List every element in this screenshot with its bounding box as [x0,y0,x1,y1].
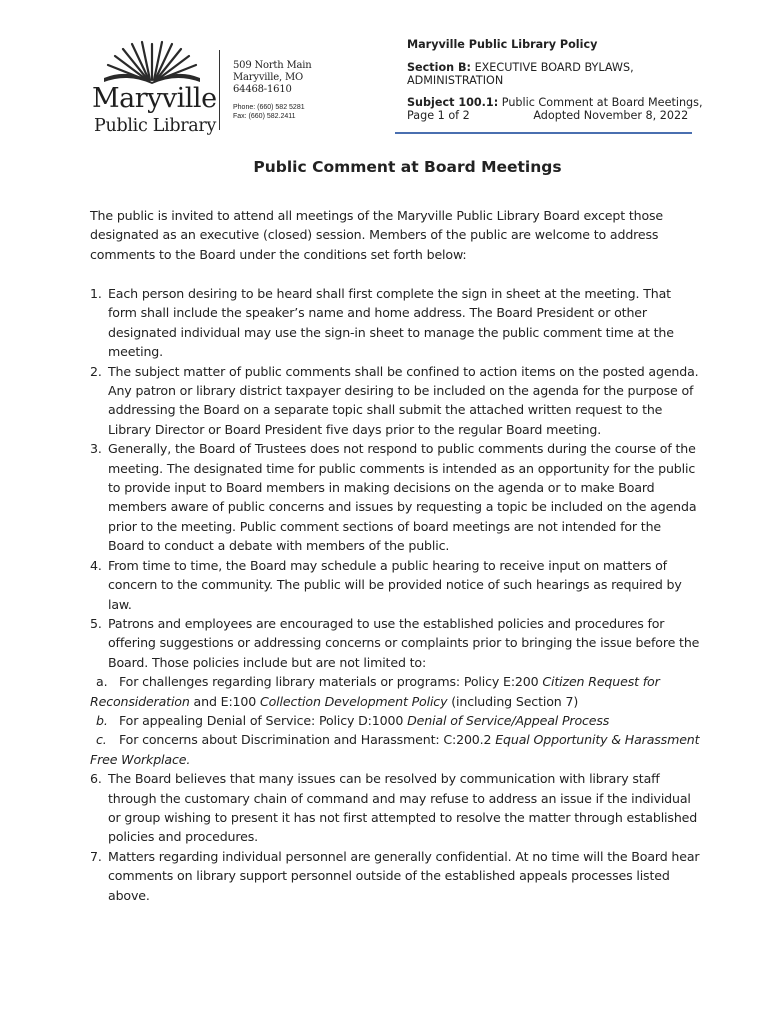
logo-subtitle: Public Library [94,116,217,136]
list-item [90,769,700,847]
page-number: Page 1 of 2 [407,109,470,122]
policy-title: Equal Opportunity & Harassment Free Workplace. [90,732,700,767]
section-label: Section B: [407,61,472,74]
list-item [90,614,700,769]
rules-list [90,284,700,905]
header-rule [395,132,692,134]
list-item [90,847,700,905]
item-text: Patrons and employees are encouraged to use the established policies and procedures for offering suggestions or addressing concerns or complaints prior to bringing the issue before the Board. Those policies include but are not limited to: [108,615,700,670]
sub-item-text: For appealing Denial of Service: Policy D:1000 [119,712,408,728]
item-text: From time to time, the Board may schedule a public hearing to receive input on matters of concern to the community. The public will be provided notice of such hearings as required by law. [108,557,682,612]
list-item [90,439,700,555]
library-address [233,60,312,96]
phone-number: Phone: (660) 582 5281 [233,104,305,111]
letterhead-divider [219,50,220,130]
item-number: 7. [90,848,102,864]
sub-list-item [90,711,700,730]
sub-list-item [90,672,700,711]
item-number: 6. [90,771,102,787]
sub-item-text: and E:100 [189,693,260,709]
open-book-icon [102,38,202,84]
address-line: 509 North Main [233,60,312,71]
policy-title: Denial of Service/Appeal Process [407,712,610,728]
policy-page-line [407,109,707,122]
subject-value: Public Comment at Board Meetings, [501,96,703,109]
address-line: 64468-1610 [233,84,292,95]
item-number: 3. [90,441,102,457]
adopted-date: Adopted November 8, 2022 [533,109,689,122]
policy-heading: Maryville Public Library Policy [407,38,598,51]
sub-item-text: (including Section 7) [447,693,579,709]
sub-item-letter: b. [96,712,108,728]
intro-paragraph: The public is invited to attend all meetings of the Maryville Public Library Board except those designated as an executive (closed) session. Members of the public are welcome to address comments to the Board under the conditions set forth below: [90,208,664,262]
policy-header [407,38,707,122]
section-value: EXECUTIVE BOARD BYLAWS, ADMINISTRATION [407,61,634,87]
list-item [90,284,700,362]
item-text: Matters regarding individual personnel are generally confidential. At no time will the Board hear comments on library support personnel outside of the established appeals processes listed above. [108,848,700,903]
item-number: 2. [90,363,102,379]
list-item [90,362,700,440]
document-title: Public Comment at Board Meetings [253,158,562,176]
policy-sublist [90,672,700,769]
item-number: 4. [90,557,102,573]
sub-item-text: For challenges regarding library materials or programs: Policy E:200 [119,674,543,690]
subject-label: Subject 100.1: [407,96,499,109]
item-number: 1. [90,286,102,301]
library-logo [88,38,217,136]
item-number: 5. [90,615,102,631]
address-line: Maryville, MO [233,72,303,83]
sub-item-letter: c. [96,732,107,748]
library-contact [233,103,305,121]
policy-section [407,61,707,87]
item-text: The subject matter of public comments shall be confined to action items on the posted agenda. Any patron or library district taxpayer desiring to be included on the agenda for the purpose of addressing the Board on a separate topic shall submit the attached written request to the Library Director or Board President five days prior to the regular Board meeting. [108,363,699,437]
item-text: Generally, the Board of Trustees does not respond to public comments during the course of the meeting. The designated time for public comments is intended as an opportunity for the public to provide input to Board members in making decisions on the agenda or to make Board members aware of public concerns and issues by requesting a topic be included on the agenda prior to the meeting. Public comment sections of board meetings are not intended for the Board to conduct a debate with members of the public. [108,441,697,554]
sub-list-item [90,730,700,769]
logo-name: Maryville [92,83,217,114]
item-text: Each person desiring to be heard shall first complete the sign in sheet at the meeting. That form shall include the speaker’s name and home address. The Board President or other designated individual may use the sign-in sheet to manage the public comment time at the meeting. [108,286,674,360]
policy-subject [407,96,707,109]
sub-item-letter: a. [96,674,108,690]
policy-title: Collection Development Policy [259,693,448,709]
sub-item-text: For concerns about Discrimination and Harassment: C:200.2 [119,732,496,748]
policy-title: Citizen Request for Reconsideration [90,674,660,709]
list-item [90,556,700,614]
fax-number: Fax: (660) 582.2411 [233,113,296,120]
item-text: The Board believes that many issues can be resolved by communication with library staff through the customary chain of command and may refuse to address an issue if the individual or group wishing to present it has not first attempted to resolve the matter through established policies and procedures. [108,771,698,845]
